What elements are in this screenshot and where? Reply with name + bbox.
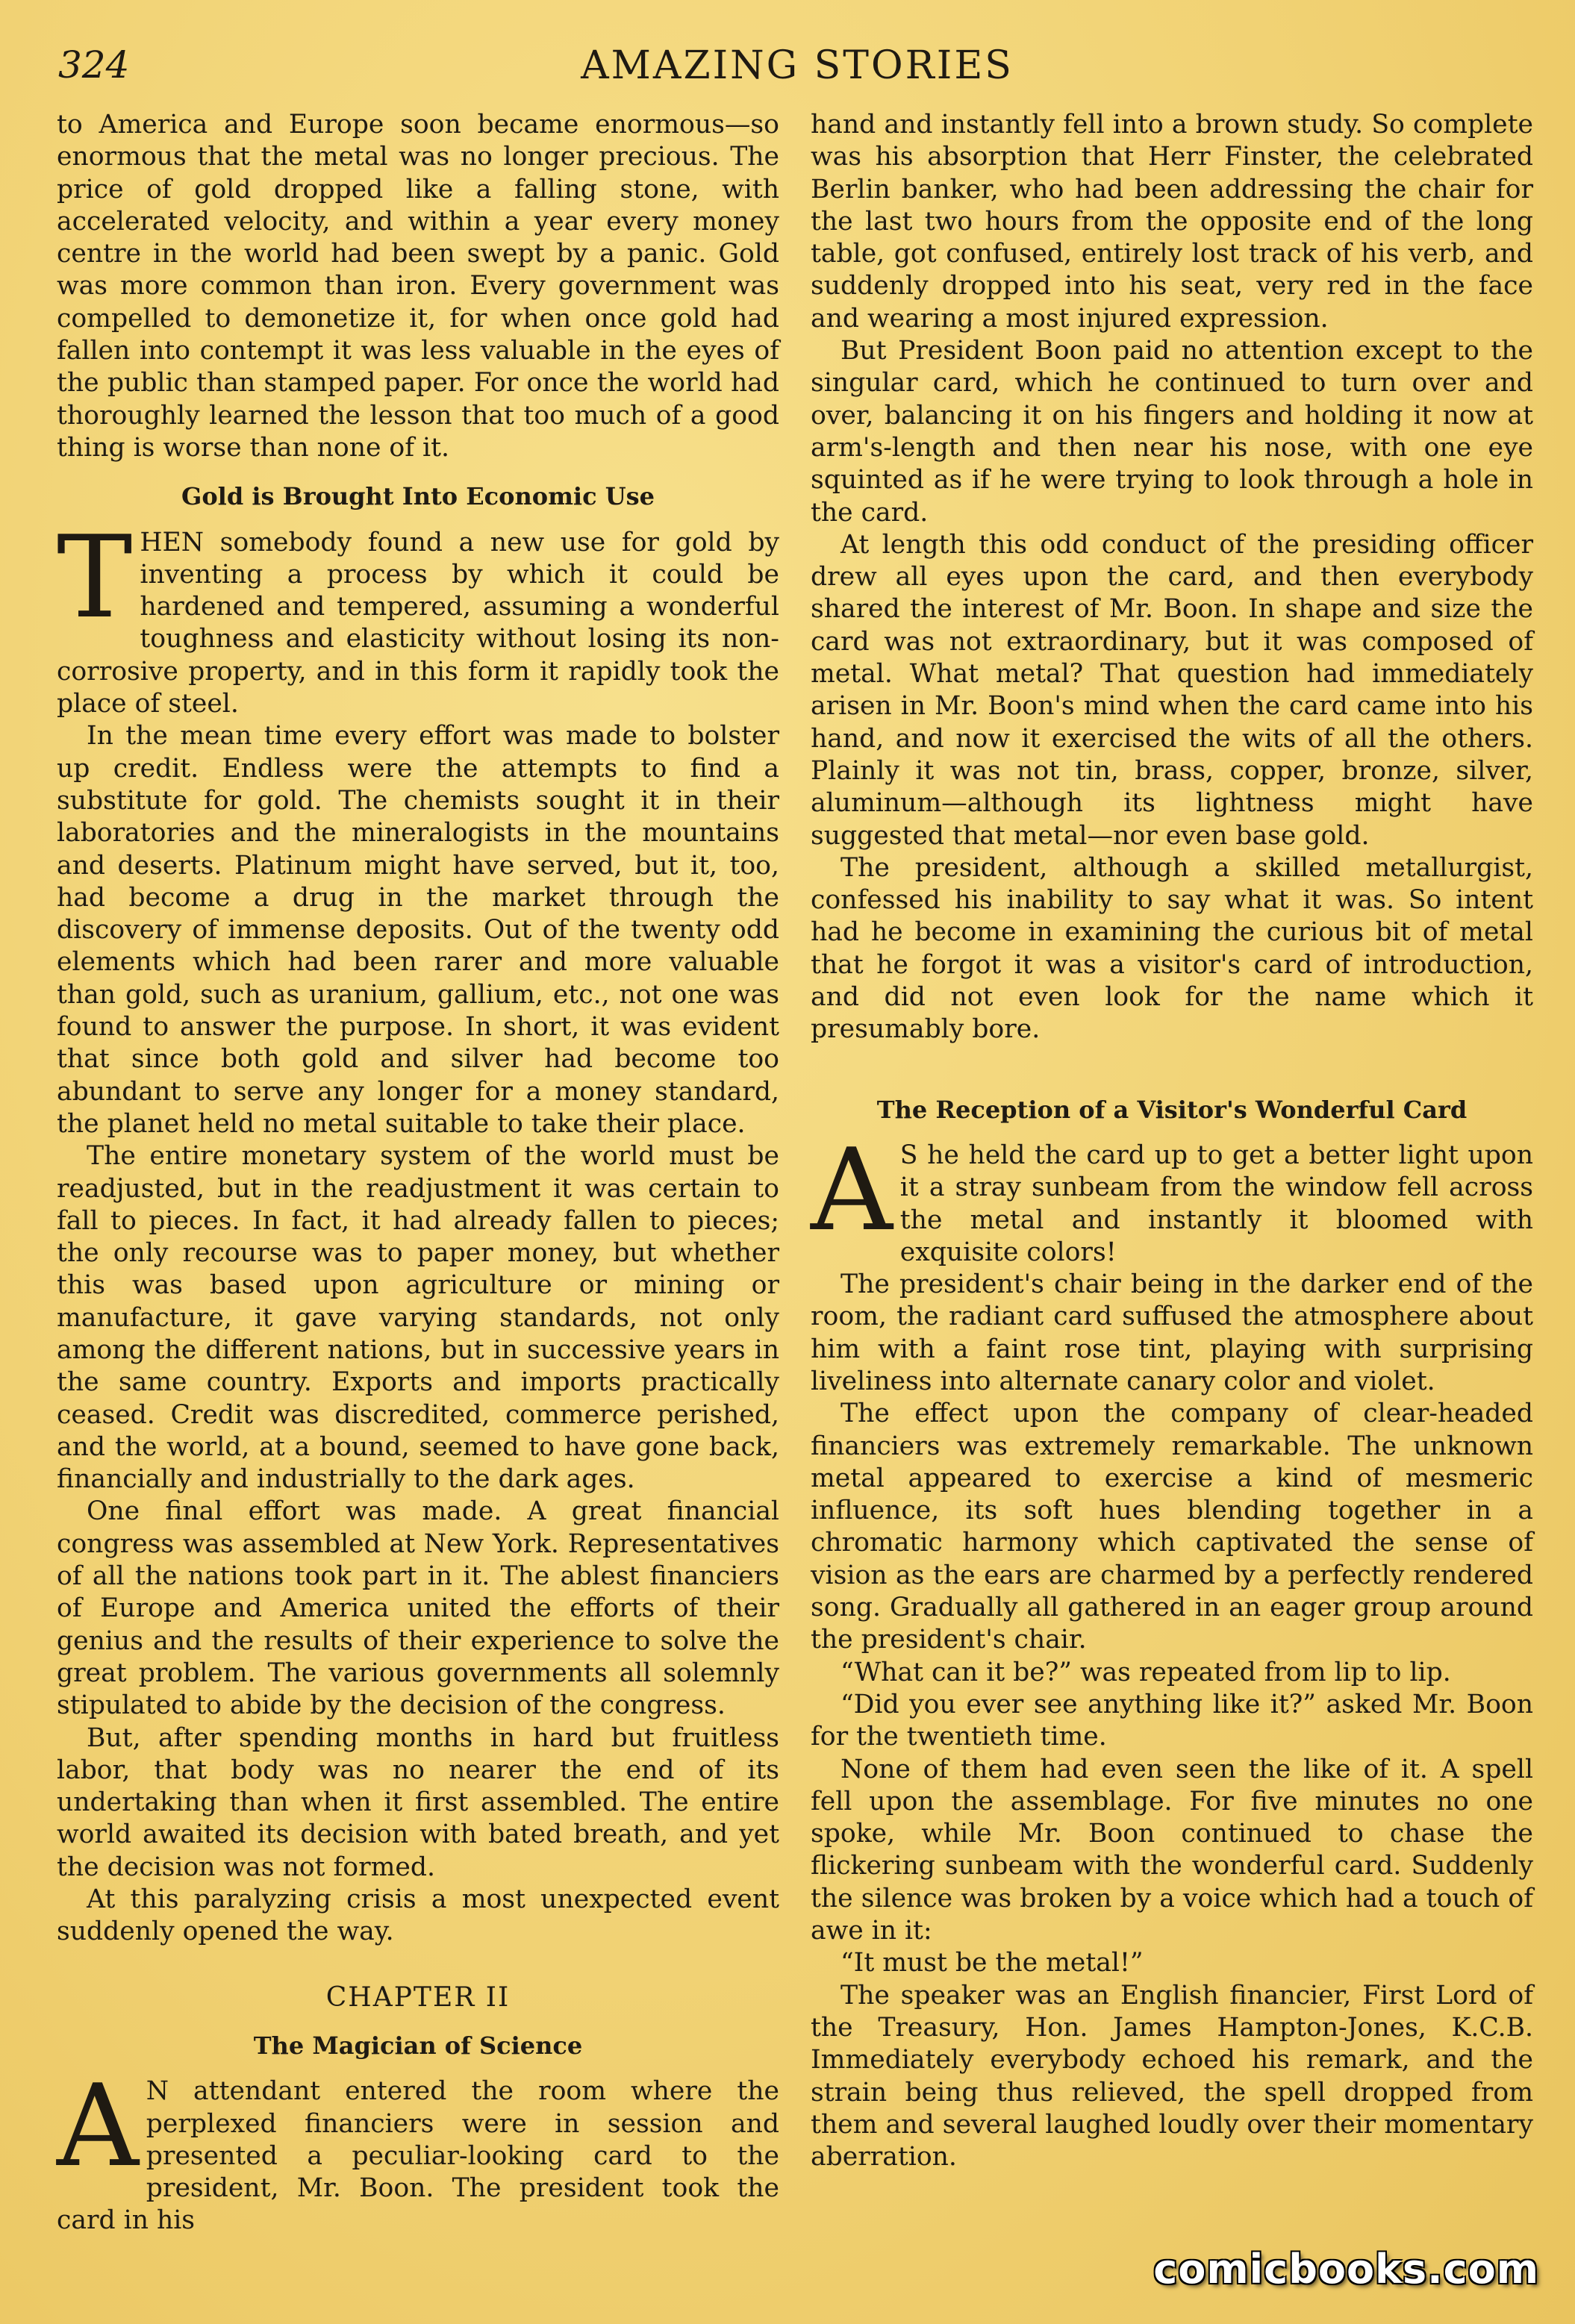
paragraph: The speaker was an English financier, First Lord of the Treasury, Hon. James Hampton-Jones, K.C.B. Immediately everybody echoed his remark, and the strain being thus relieved, the spell dropped from them and several laughed loudly over their momentary aberration. [811,1980,1533,2172]
left-column [57,109,779,2273]
page-number: 324 [58,43,130,87]
paragraph: But President Boon paid no attention except to the singular card, which he continued to turn over and over, balancing it on his fingers and holding it now at arm's-length and then near his nose, with one eye squinted as if he were trying to look through a hole in the card. [811,336,1533,528]
paragraph-dropcap [57,2060,779,2237]
paragraph: “Did you ever see anything like it?” asked Mr. Boon for the twentieth time. [811,1689,1533,1752]
paragraph: At length this odd conduct of the presiding officer drew all eyes upon the card, and then everybody shared the interest of Mr. Boon. In shape and size the card was not extraordinary, but it was composed of metal. What metal? That question had immediately arisen in Mr. Boon's mind when the card came into his hand, and now it exercised the wits of all the others. Plainly it was not tin, brass, copper, bronze, silver, aluminum—although its lightness might have suggested that metal—nor even base gold. [811,529,1533,851]
paragraph: “It must be the metal!” [840,1948,1144,1978]
running-title: AMAZING STORIES [581,43,1014,88]
section-heading: Gold is Brought Into Economic Use [181,482,655,511]
spacer [811,1046,1533,1078]
paragraph: The effect upon the company of clear-headed financiers was extremely remarkable. The unknown metal appeared to exercise a kind of mesmeric influence, its soft hues blending together in a chromatic harmony which captivated the sense of vision as the ears are charmed by a perfectly rendered song. Gradually all gathered in an eager group around the president's chair. [811,1399,1533,1655]
paragraph-text: S he held the card up to get a better light upon it a stray sunbeam from the window fell across the metal and instantly it bloomed with exquisite colors! [899,1140,1533,1267]
paragraph: The president, although a skilled metallurgist, confessed his inability to say what it was. So intent had he become in examining the curious bit of metal that he forgot it was a visitor's card of introduction, and did not even look for the name which it presumably bore. [811,852,1533,1045]
paragraph: One final effort was made. A great financial congress was assembled at New York. Representatives of all the nations took part in it. The ablest financiers of Europe and America united the efforts of their genius and the results of their experience to solve the great problem. The various governments all solemnly stipulated to abide by the decision of the congress. [57,1496,779,1721]
paragraph-dropcap [57,510,779,721]
paragraph: “What can it be?” was repeated from lip to lip. [840,1657,1451,1687]
paragraph: None of them had even seen the like of it. A spell fell upon the assemblage. For five minutes no one spoke, while Mr. Boon continued to chase the flickering sunbeam with the wonderful card. Suddenly the silence was broken by a voice which had a touch of awe in it: [811,1754,1533,1946]
paragraph: In the mean time every effort was made to bolster up credit. Endless were the attempts to find a substitute for gold. The chemists sought it in their laboratories and the mineralogists in the mountains and deserts. Platinum might have served, but it, too, had become a drug in the market through the discovery of immense deposits. Out of the twenty odd elements which had been rarer and more valuable than gold, such as uranium, gallium, etc., not one was found to answer the purpose. In short, it was evident that since both gold and silver had become too abundant to serve any longer for a money standard, the planet held no metal suitable to take their place. [57,721,779,1139]
paragraph-text: HEN somebody found a new use for gold by inventing a process by which it could be hardened and tempered, assuming a wonderful toughness and elasticity without losing its non-corrosive property, and in this form it rapidly took the place of steel. [57,527,779,719]
section-heading: The Reception of a Visitor's Wonderful Card [876,1095,1468,1124]
paragraph: to America and Europe soon became enormous—so enormous that the metal was no longer precious. The price of gold dropped like a falling stone, with accelerated velocity, and within a year every money centre in the world had been swept by a panic. Gold was more common than iron. Every government was compelled to demonetize it, for when once gold had fallen into contempt it was less valuable in the eyes of the public than stamped paper. For once the world had thoroughly learned the lesson that too much of a good thing is worse than none of it. [57,110,779,463]
paragraph: But, after spending months in hard but fruitless labor, that body was no nearer the end of its undertaking than when it first assembled. The entire world awaited its decision with bated breath, and yet the decision was not formed. [57,1722,779,1882]
paragraph: hand and instantly fell into a brown study. So complete was his absorption that Herr Finster, the celebrated Berlin banker, who had been addressing the chair for the last two hours from the opposite end of the long table, got confused, entirely lost track of his verb, and suddenly dropped into his seat, very red in the face and wearing a most injured expression. [811,110,1533,334]
drop-cap: T [57,510,133,643]
paragraph: The president's chair being in the darker end of the room, the radiant card suffused the atmosphere about him with a faint rose tint, playing with surprising liveliness into alternate canary color and violet. [811,1269,1533,1396]
chapter-title: The Magician of Science [253,2031,583,2060]
paragraph-dropcap [811,1123,1533,1269]
drop-cap: A [57,2060,139,2193]
watermark-logo: comicbooks.com [1153,2246,1539,2293]
paragraph: At this paralyzing crisis a most unexpected event suddenly opened the way. [57,1884,779,1947]
right-column [811,109,1533,2273]
paragraph-text: N attendant entered the room where the perplexed financiers were in session and presented a peculiar-looking card to the president, Mr. Boon. The president took the card in his [57,2076,779,2236]
drop-cap: A [811,1123,893,1256]
chapter-heading: CHAPTER II [325,1981,511,2013]
paragraph: The entire monetary system of the world must be readjusted, but in the readjustment it was certain to fall to pieces. In fact, it had already fallen to pieces; the only recourse was to paper money, but whether this was based upon agriculture or mining or manufacture, it gave varying standards, not only among the different nations, but in successive years in the same country. Exports and imports practically ceased. Credit was discredited, commerce perished, and the world, at a bound, seemed to have gone back, financially and industrially to the dark ages. [57,1141,779,1495]
page-header [58,39,1536,99]
